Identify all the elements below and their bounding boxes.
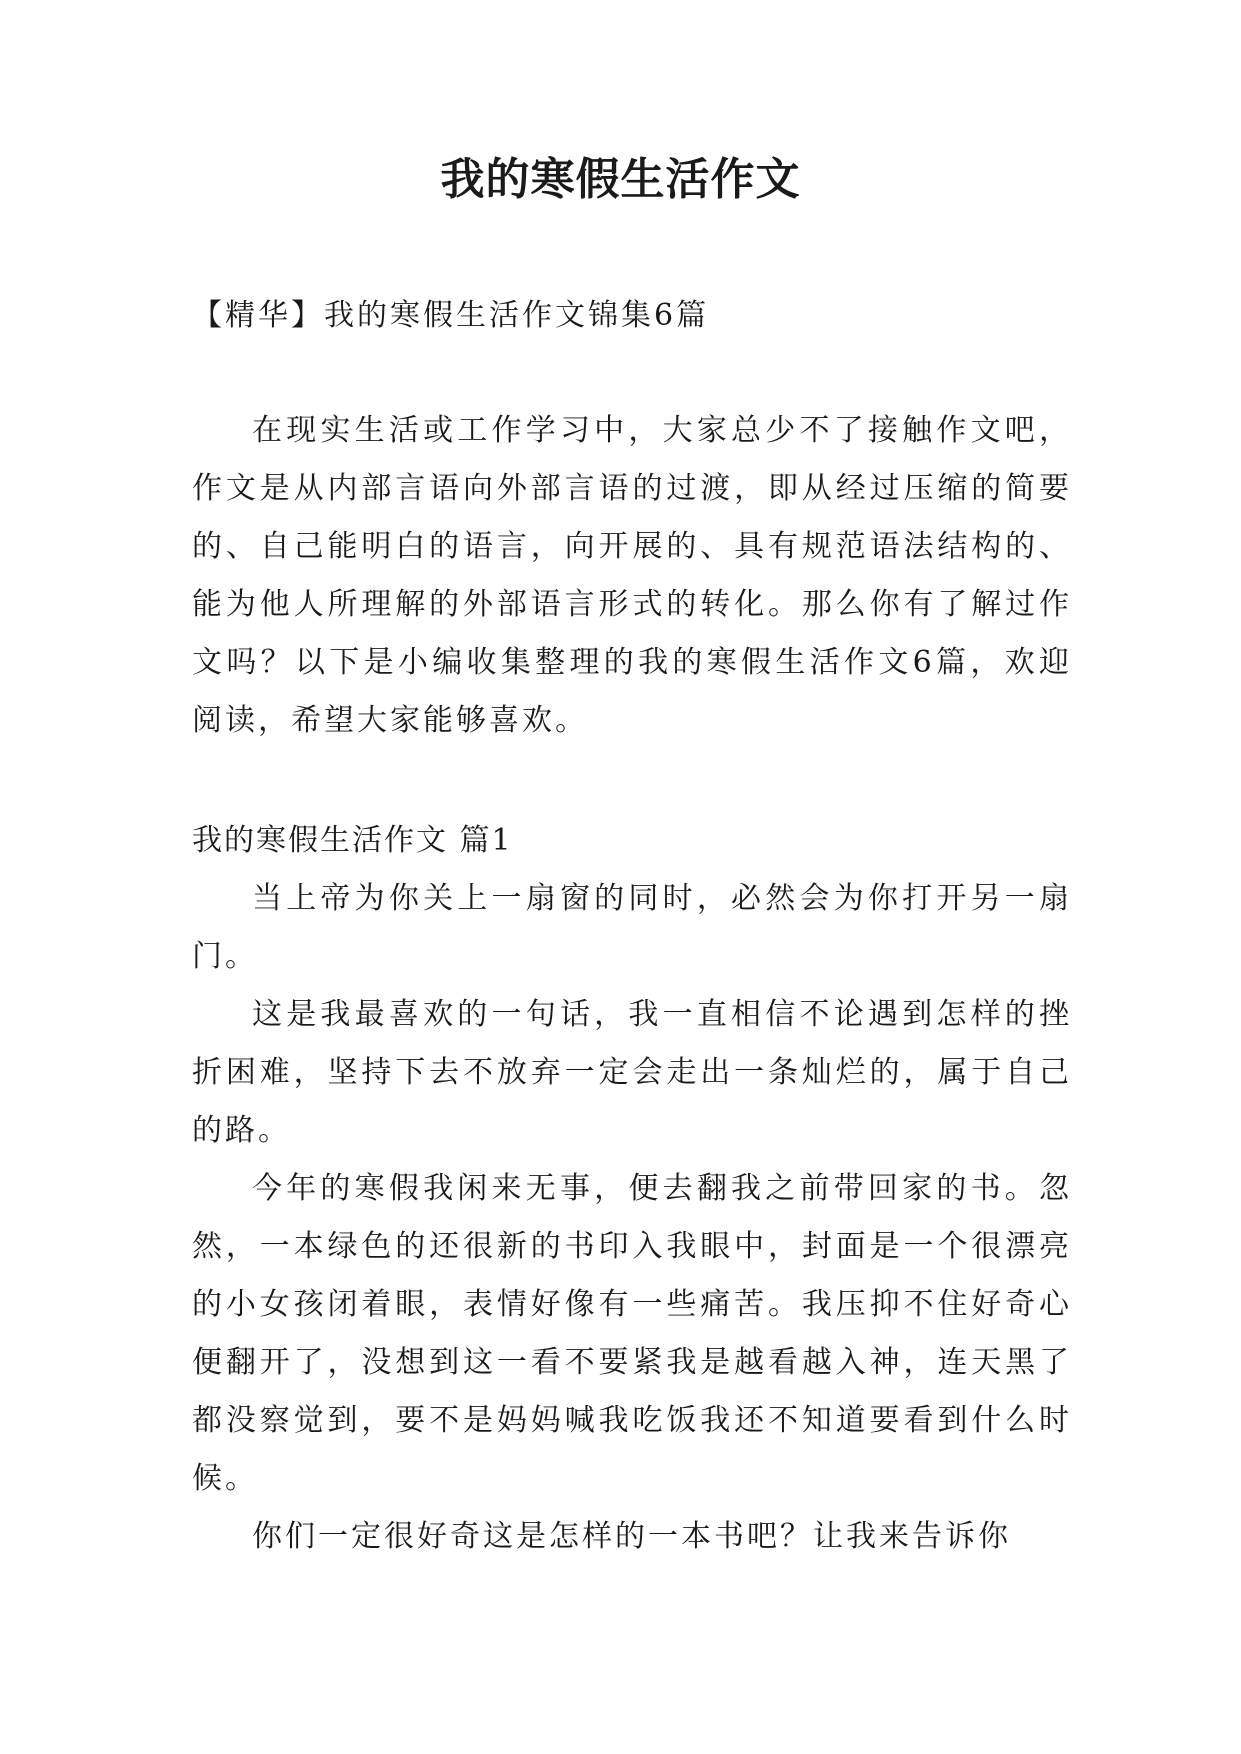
body-paragraph-3: 今年的寒假我闲来无事，便去翻我之前带回家的书。忽然，一本绿色的还很新的书印入我眼中，封面是一个很漂亮的小女孩闭着眼，表情好像有一些痛苦。我压抑不住好奇心便翻开了，没想到这一看不要紧我是越看越入神，连天黑了都没察觉到，要不是妈妈喊我吃饭我还不知道要看到什么时候。 bbox=[192, 1171, 1072, 1496]
document-subtitle: 【精华】我的寒假生活作文锦集6篇 bbox=[192, 298, 710, 333]
intro-paragraph: 在现实生活或工作学习中，大家总少不了接触作文吧，作文是从内部言语向外部言语的过渡，即从经过压缩的简要的、自己能明白的语言，向开展的、具有规范语法结构的、能为他人所理解的外部语言形式的转化。那么你有了解过作文吗？以下是小编收集整理的我的寒假生活作文6篇，欢迎阅读，希望大家能够喜欢。 bbox=[192, 413, 1072, 738]
body-paragraph-1: 当上帝为你关上一扇窗的同时，必然会为你打开另一扇门。 bbox=[192, 881, 1072, 974]
intro-section bbox=[192, 402, 1072, 750]
body-paragraph-2: 这是我最喜欢的一句话，我一直相信不论遇到怎样的挫折困难，坚持下去不放弃一定会走出一条灿烂的，属于自己的路。 bbox=[192, 997, 1072, 1148]
document-title: 我的寒假生活作文 bbox=[440, 154, 801, 205]
body-paragraph-4: 你们一定很好奇这是怎样的一本书吧？让我来告诉你 bbox=[252, 1519, 1011, 1554]
section-heading: 我的寒假生活作文 篇1 bbox=[192, 823, 513, 858]
essay-body bbox=[192, 870, 1072, 1566]
